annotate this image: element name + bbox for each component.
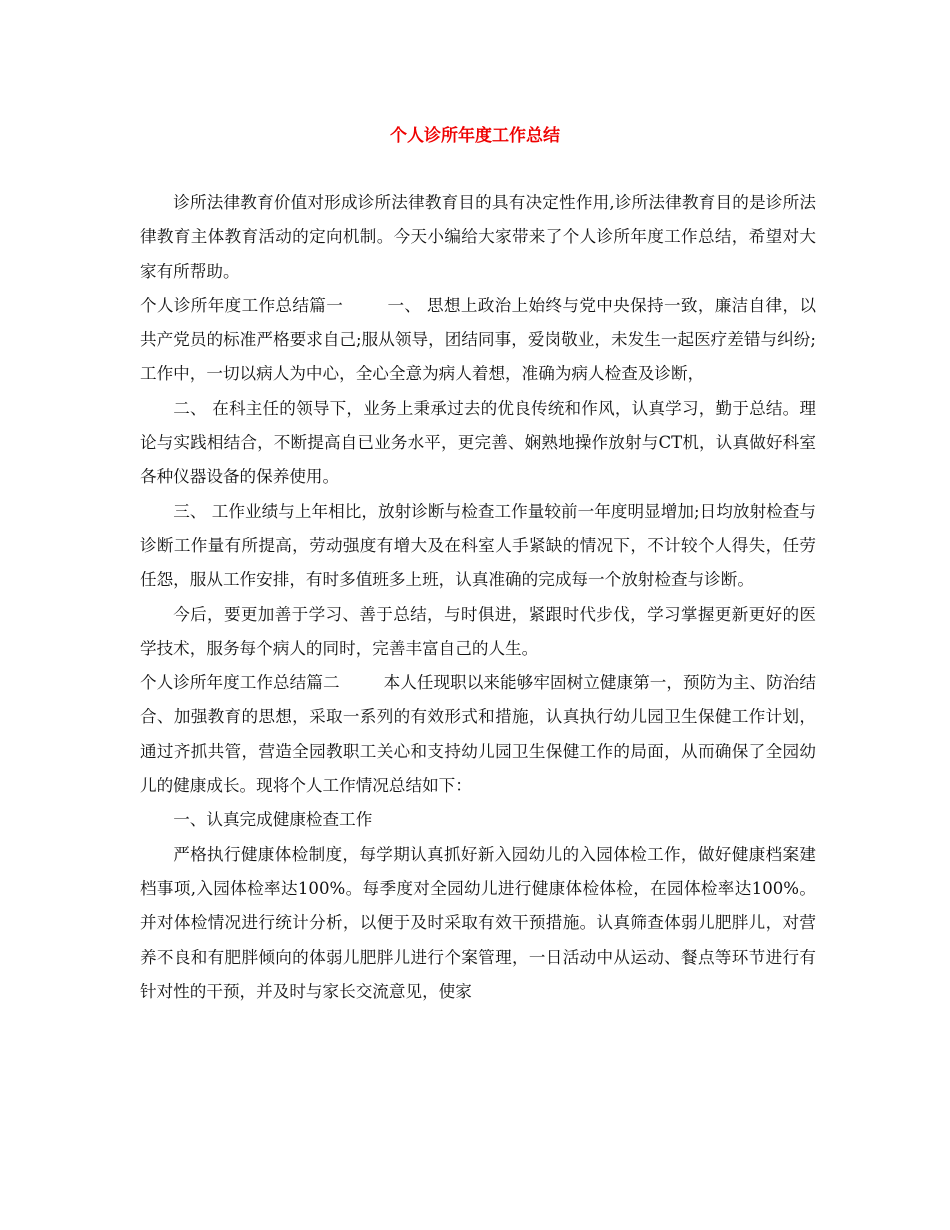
- paragraph-outlook: [140, 598, 816, 667]
- paragraph-text: 今后，要更加善于学习、善于总结，与时俱进，紧跟时代步伐，学习掌握更新更好的医学技术，服务每个病人的同时，完善丰富自己的人生。: [140, 604, 816, 658]
- paragraph-section-one: [140, 289, 816, 392]
- paragraph-text: 一、 思想上政治上始终与党中央保持一致，廉洁自律，以共产党员的标准严格要求自己;服从领导，团结同事，爱岗敬业，未发生一起医疗差错与纠纷;工作中，一切以病人为中心，全心全意为病人着想，准确为病人检查及诊断，: [140, 295, 816, 384]
- paragraph-text: 诊所法律教育价值对形成诊所法律教育目的具有决定性作用,诊所法律教育目的是诊所法律教育主体教育活动的定向机制。今天小编给大家带来了个人诊所年度工作总结，希望对大家有所帮助。: [140, 193, 816, 281]
- document-body: [140, 186, 816, 1009]
- paragraph-item-two: [140, 392, 816, 495]
- paragraph-section-two: [140, 666, 816, 803]
- paragraph-text: 三、 工作业绩与上年相比，放射诊断与检查工作量较前一年度明显增加;日均放射检查与诊断工作量有所提高，劳动强度有增大及在科室人手紧缺的情况下，不计较个人得失，任劳任怨，服从工作安排，有时多值班多上班，认真准确的完成每一个放射检查与诊断。: [140, 501, 816, 590]
- paragraph-text: 一、认真完成健康检查工作: [173, 810, 373, 830]
- paragraph-text: 本人任现职以来能够牢固树立健康第一，预防为主、防治结合、加强教育的思想，采取一系列的有效形式和措施，认真执行幼儿园卫生保健工作计划，通过齐抓共管，营造全园教职工关心和支持幼儿园卫生保健工作的局面，从而确保了全园幼儿的健康成长。现将个人工作情况总结如下：: [140, 673, 817, 796]
- paragraph-intro: [140, 186, 816, 289]
- subheading-health-check: [140, 803, 816, 837]
- section-heading: 个人诊所年度工作总结篇一: [140, 295, 344, 315]
- paragraph-item-three: [140, 495, 816, 598]
- paragraph-text: 严格执行健康体检制度，每学期认真抓好新入园幼儿的入园体检工作，做好健康档案建档事项,入园体检率达100%。每季度对全园幼儿进行健康体检体检，在园体检率达100%。并对体检情况进行统计分析，以便于及时采取有效干预措施。认真筛查体弱儿肥胖儿，对营养不良和有肥胖倾向的体弱儿肥胖儿进行个案管理，一日活动中从运动、餐点等环节进行有针对性的干预，并及时与家长交流意见，使家: [140, 844, 816, 1001]
- paragraph-health-check: [140, 838, 816, 1009]
- document-title: 个人诊所年度工作总结: [390, 126, 560, 146]
- section-heading: 个人诊所年度工作总结篇二: [140, 673, 340, 693]
- paragraph-text: 二、 在科主任的领导下，业务上秉承过去的优良传统和作风，认真学习，勤于总结。理论与实践相结合，不断提高自已业务水平，更完善、娴熟地操作放射与CT机，认真做好科室各种仪器设备的保养使用。: [140, 398, 816, 487]
